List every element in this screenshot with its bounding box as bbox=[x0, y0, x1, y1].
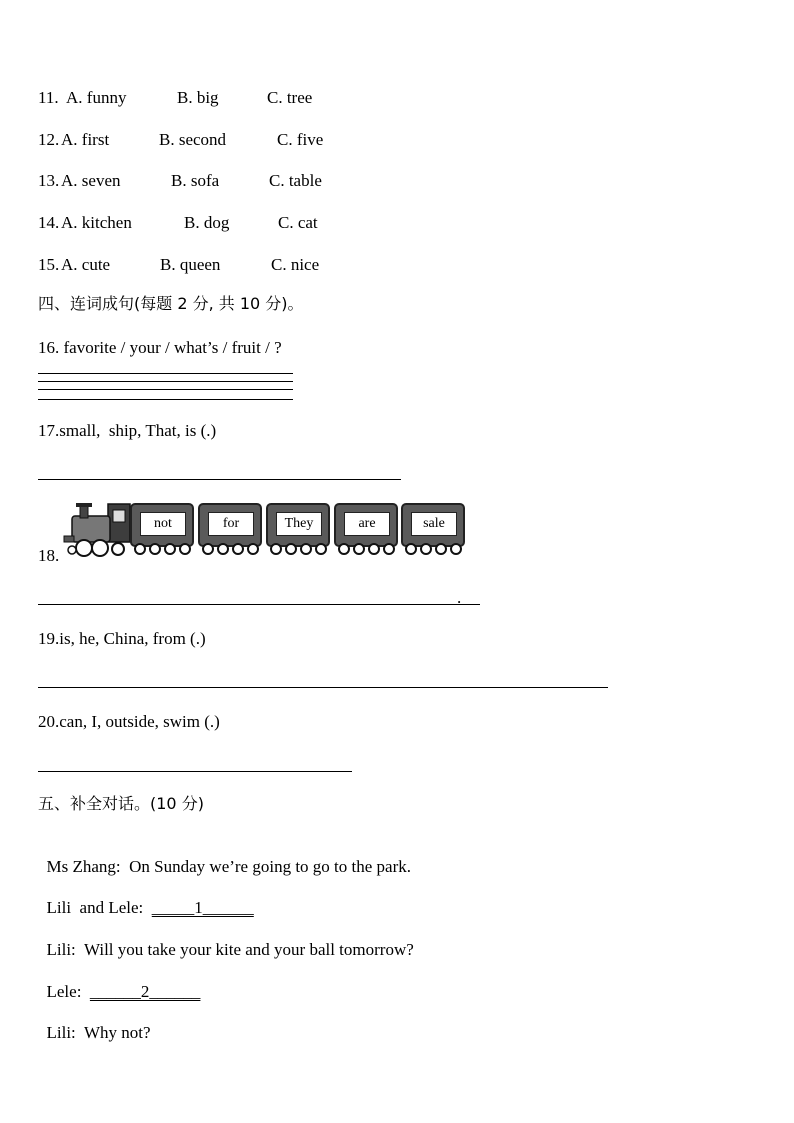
train-car-4 bbox=[334, 503, 398, 547]
answer-line-18[interactable] bbox=[38, 604, 480, 605]
train-word: sale bbox=[411, 512, 457, 536]
option-a: A. funny bbox=[66, 88, 127, 107]
option-b: B. queen bbox=[160, 255, 221, 274]
question-16: 16. favorite / your / what’s / fruit / ? bbox=[38, 338, 282, 357]
question-20: 20.can, I, outside, swim (.) bbox=[38, 712, 220, 731]
section-5-title: 五、补全对话。(10 分) bbox=[38, 794, 204, 813]
option-c: C. five bbox=[277, 130, 324, 149]
train-locomotive-icon bbox=[62, 502, 132, 565]
question-19: 19.is, he, China, from (.) bbox=[38, 629, 206, 648]
answer-line-20[interactable] bbox=[38, 771, 352, 772]
option-b: B. sofa bbox=[171, 171, 220, 190]
option-c: C. cat bbox=[278, 213, 318, 232]
speaker: Lele: bbox=[46, 982, 82, 1001]
train-car-1 bbox=[130, 503, 194, 547]
section-4-title: 四、连词成句(每题 2 分, 共 10 分)。 bbox=[38, 294, 304, 313]
speaker: Lili and Lele: bbox=[46, 898, 144, 917]
option-a: A. seven bbox=[61, 171, 121, 190]
speaker: Ms Zhang: bbox=[46, 857, 121, 876]
dialogue-line bbox=[38, 920, 414, 960]
option-c: C. nice bbox=[271, 255, 320, 274]
dialogue-line bbox=[38, 878, 254, 918]
option-a: A. kitchen bbox=[61, 213, 132, 232]
train-car-5 bbox=[401, 503, 465, 547]
train-car-2 bbox=[198, 503, 262, 547]
dialogue-text: Why not? bbox=[83, 1023, 151, 1042]
train-word: not bbox=[140, 512, 186, 536]
option-c: C. tree bbox=[267, 88, 313, 107]
train-car-3 bbox=[266, 503, 330, 547]
option-b: B. dog bbox=[184, 213, 230, 232]
train-word: for bbox=[208, 512, 254, 536]
option-c: C. table bbox=[269, 171, 322, 190]
train-word: They bbox=[276, 512, 322, 536]
speaker: Lili: bbox=[46, 940, 76, 959]
speaker: Lili: bbox=[46, 1023, 76, 1042]
answer-line-19[interactable] bbox=[38, 687, 608, 688]
train-word: are bbox=[344, 512, 390, 536]
answer-blank-2[interactable]: ______2______ bbox=[89, 982, 201, 1001]
dialogue-line bbox=[38, 962, 200, 1002]
question-18-number: 18. bbox=[38, 546, 60, 565]
option-a: A. first bbox=[61, 130, 110, 149]
sentence-period: . bbox=[457, 588, 462, 607]
dialogue-text: On Sunday we’re going to go to the park. bbox=[129, 857, 412, 876]
option-a: A. cute bbox=[61, 255, 111, 274]
question-17: 17.small, ship, That, is (.) bbox=[38, 421, 217, 440]
dialogue-line bbox=[38, 837, 411, 877]
option-b: B. second bbox=[159, 130, 227, 149]
dialogue-text: Will you take your kite and your ball tomorrow? bbox=[83, 940, 414, 959]
answer-blank-1[interactable]: _____1______ bbox=[151, 898, 254, 917]
option-b: B. big bbox=[177, 88, 219, 107]
dialogue-line bbox=[38, 1003, 151, 1043]
answer-line-17[interactable] bbox=[38, 479, 401, 480]
